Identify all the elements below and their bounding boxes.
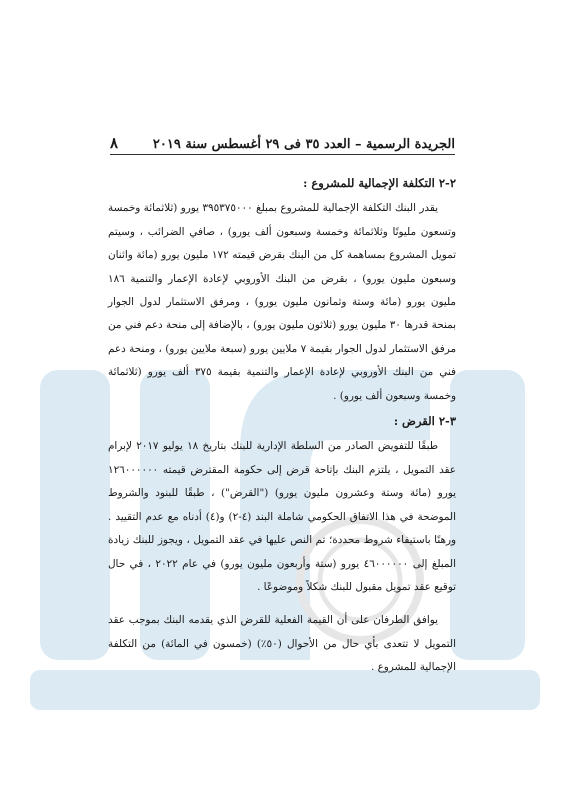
section-heading-loan: ٣-٢ القرض : [393,414,456,429]
page-number: ٨ [110,134,119,152]
document-body [108,170,456,680]
gazette-title: الجريدة الرسمية – العدد ٣٥ فى ٢٩ أغسطس سنة ٢٠١٩ [152,137,455,152]
paragraph-total-cost: يقدر البنك التكلفة الإجمالية للمشروع بمبلغ ٣٩٥٣٧٥٠٠٠ يورو (ثلاثمائة وخمسة وتسعون مليونًا وثلاثمائة وخمسة وسبعون ألف يورو) ، صافي الضرائب ، وسيتم تمويل المشروع بمساهمة كل من البنك بقرض قيمته ١٧٢ مليون يورو (مائة واثنان وسبعون مليون يورو) ، بقرض من البنك الأوروبي لإعادة الإعمار والتنمية ١٨٦ مليون يورو (مائة وستة وثمانون مليون يورو) ، ومرفق الاستثمار لدول الجوار بمنحة قدرها ٣٠ مليون يورو (ثلاثون مليون يورو) ، بالإضافة إلى منحة دعم فني من مرفق الاستثمار لدول الجوار بقيمة ٧ ملايين يورو (سبعة ملايين يورو) ، ومنحة دعم فني من البنك الأوروبي لإعادة الإعمار والتنمية بقيمة ٣٧٥ ألف يورو (ثلاثمائة وخمسة وسبعون ألف يورو) . [108,202,457,402]
paragraph-gap [108,599,456,609]
page-header [110,134,455,152]
paragraph-loan-authorization: طبقًا للتفويض الصادر من السلطة الإدارية للبنك بتاريخ ١٨ يوليو ٢٠١٧ لإبرام عقد التمويل ، يلتزم البنك بإتاحة قرض إلى حكومة المقترض قيمته ١٢٦٠٠٠٠٠٠ يورو (مائة وستة وعشرون مليون يورو) ("القرض") ، طبقًا للبنود والشروط الموضحة في هذا الاتفاق الحكومي شاملة البند (٤-٢) و(٤) أدناه مع عدم التقييد . ورهنًا باستيفاء شروط محددة؛ تم النص عليها في عقد التمويل ، ويجوز للبنك زيادة المبلغ إلى ٤٦٠٠٠٠٠٠ يورو (ستة وأربعون مليون يورو) في عام ٢٠٢٢ ، في حال توقيع عقد تمويل مقبول للبنك شكلاً وموضوعًا . [108,440,456,593]
section-heading-total-cost: ٢-٢ التكلفة الإجمالية للمشروع : [303,176,456,190]
paragraph-loan-limit: يوافق الطرفان على أن القيمة الفعلية للقرض الذي يقدمه البنك بموجب عقد التمويل لا تتعدى بأي حال من الأحوال (٥٠٪) (خمسون في المائة) من التكلفة الإجمالية للمشروع . [108,614,456,674]
header-divider [110,154,455,155]
